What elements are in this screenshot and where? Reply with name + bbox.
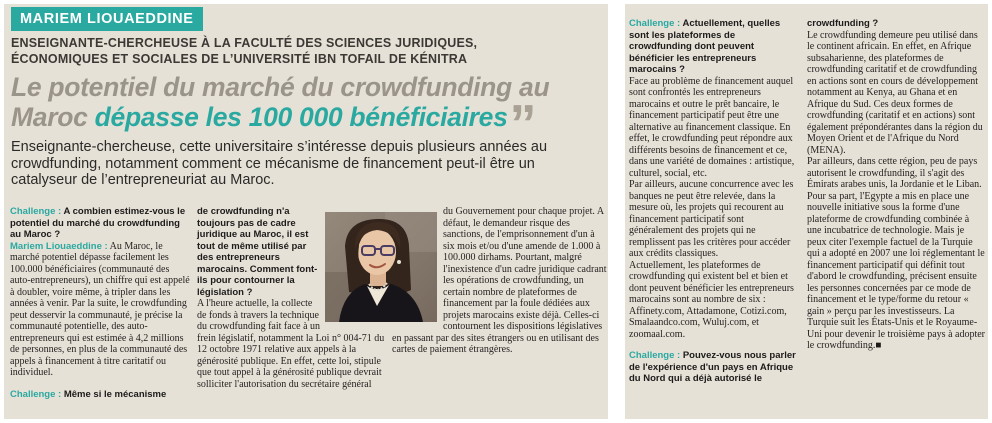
author-name-banner: MARIEM LIOUAEDDINE [11,7,203,31]
article-headline [11,72,611,154]
answer-3-paragraph-1: Face au problème de financement auquel sont confrontés les entrepreneurs marocains et outre le prêt bancaire, le financement participatif peut être une alternative au financement classique. En effet, le crowdfunding peut répondre aux différents besoins de financement et ce, dans une variété de domaines : artistique, culturel, social, etc. [629,75,795,179]
headline-gray-part: Le potentiel du marché du crowdfunding au Maroc [11,72,550,132]
answer-4-paragraph-2 [807,156,985,352]
question-4-end: crowdfunding ? [807,18,879,29]
author-title-line2: ÉCONOMIQUES ET SOCIALES DE L’UNIVERSITÉ IBN TOFAIL DE KÉNITRA [11,51,468,66]
answer-2-part1: A l'heure actuelle, la collecte de fonds à travers la technique du crowdfunding fait face à un frein législatif, notamment la Loi n° 004-71 du 12 octobre 1971 relative aux appels à la générosité publique. En effet, cette loi, stipule que tout appel à la générosité publique devrait solliciter l'autorisation du secrétaire général [197,298,385,390]
article-column-4 [629,18,800,385]
answer-2-part2: du Gouvernement pour chaque projet. A défaut, le demandeur risque des sanctions, de l'emprisonnement d'un à six mois et/ou d'une amende de 1.000 à 100.000 dirhams. Pourtant, malgré l'inexistence d'un cadre juridique cadrant les opérations de crowdfunding, un certain nombre de plateformes de financement par la foule dédiées aux projets marocains existe déjà. Celles-ci contournent les dispositions législatives en passant par des sites étrangers ou en utilisant des cartes de paiement étrangères. [392,206,607,355]
lead-paragraph: Enseignante-chercheuse, cette universitaire s’intéresse depuis plusieurs années au crowdfunding, notamment comment ce mécanisme de financement peut-il être un catalyseur de l’entrepreneuriat au Maroc. [11,139,548,188]
answer-3-paragraph-3: Actuellement, les plateformes de crowdfunding qui existent bel et bien et dont peuvent bénéficier les entrepreneurs marocains sont au nombre de six : Affinety.com, Attadamone, Cotizi.com, Smalaandco.com, Wuluj.com, et zoomaal.com. [629,259,794,340]
quote-icon: ” [509,94,534,154]
headline-teal-part: dépasse les 100 000 bénéficiaires [94,102,508,132]
question-1 [10,206,192,241]
challenge-label: Challenge : [10,206,62,217]
challenge-label: Challenge : [629,350,681,361]
answer-1-text: Au Maroc, le marché potentiel dépasse facilement les 100.000 bénéficiaires (communauté des auto-entrepreneurs), un chiffre qui est appelé à doubler, voire même, à tripler dans les années à venir. Par la suite, le crowdfunding peut desservir la communauté, je précise la communauté potentielle, des auto-entrepreneurs qui est estimée à 4,2 millions de personnes, en plus de la communauté des appels à financement à titre caritatif ou individuel. [10,240,190,378]
question-2-end: de crowdfunding n'a toujours pas de cadre juridique au Maroc, il est tout de même utilisé par des entrepreneurs marocains. Comment font-ils pour contourner la législation ? [197,206,318,298]
article-column-1 [10,206,192,400]
question-4-start-text: Pouvez-vous nous parler de l'expérience d'un pays en Afrique du Nord qui a déjà autorisé le [629,350,796,384]
answer-4-paragraph-2-text: Par ailleurs, dans cette région, peu de pays autorisent le crowdfunding, il s'agit des Émirats arabes unis, la Jordanie et le Liban. Pour sa part, l'Egypte a mis en place une nouvelle initiative sous la forme d'une plateforme de crowdfunding combinée à une incubatrice de technologie. Mais je peux citer l'exemple factuel de la Turquie qui a adopté en 2007 une loi réglementant le financement participatif qui définit tout d'abord le crowdfunding, précisent ensuite les personnes concernées par ce mode de financement et le type/forme du retour « gain » perçu par les investisseurs. La Turquie suit les États-Unis et le Royaume-Uni pour devenir le troisième pays à adopter le crowdfunding. [807,156,985,351]
question-2-start [10,389,192,401]
author-title-line1: ENSEIGNANTE-CHERCHEUSE À LA FACULTÉ DES SCIENCES JURIDIQUES, [11,36,478,50]
author-title [11,36,477,67]
answer-3-paragraph-2: Par ailleurs, aucune concurrence avec les banques ne peut être relevée, dans la mesure où, les projets qui recourent au financement participatif sont généralement des projets qui ne remplissent pas les critères pour accéder aux crédits classiques. [629,179,794,259]
challenge-label: Challenge : [629,18,681,29]
answer-4-paragraph-1: Le crowdfunding demeure peu utilisé dans le continent africain. En effet, en Afrique subsaharienne, des plateformes de crowdfunding caritatif et de crowdfunding en actions sont en cours de développement notamment au Kenya, au Ghana et en Afrique du Sud. Ces deux formes de crowdfunding (caritatif et en actions) sont également prépondérantes dans la région du Moyen Orient et de l'Afrique du Nord (MENA). [807,29,983,156]
article-column-5 [807,18,985,352]
question-1-text: A combien estimez-vous le potentiel du marché du crowdfunding au Maroc ? [10,206,186,240]
question-2-start-text: Même si le mécanisme [63,388,167,400]
speaker-name: Mariem Liouaeddine : [10,240,108,252]
question-4-start [629,350,800,385]
question-3-text: Actuellement, quelles sont les plateformes de crowdfunding dont peuvent bénéficier les entrepreneurs marocains ? [629,18,781,75]
question-3 [629,18,800,76]
end-of-article-marker: ■ [875,340,882,351]
challenge-label: Challenge : [10,388,62,400]
portrait-photo [325,212,437,322]
answer-1 [10,241,192,379]
